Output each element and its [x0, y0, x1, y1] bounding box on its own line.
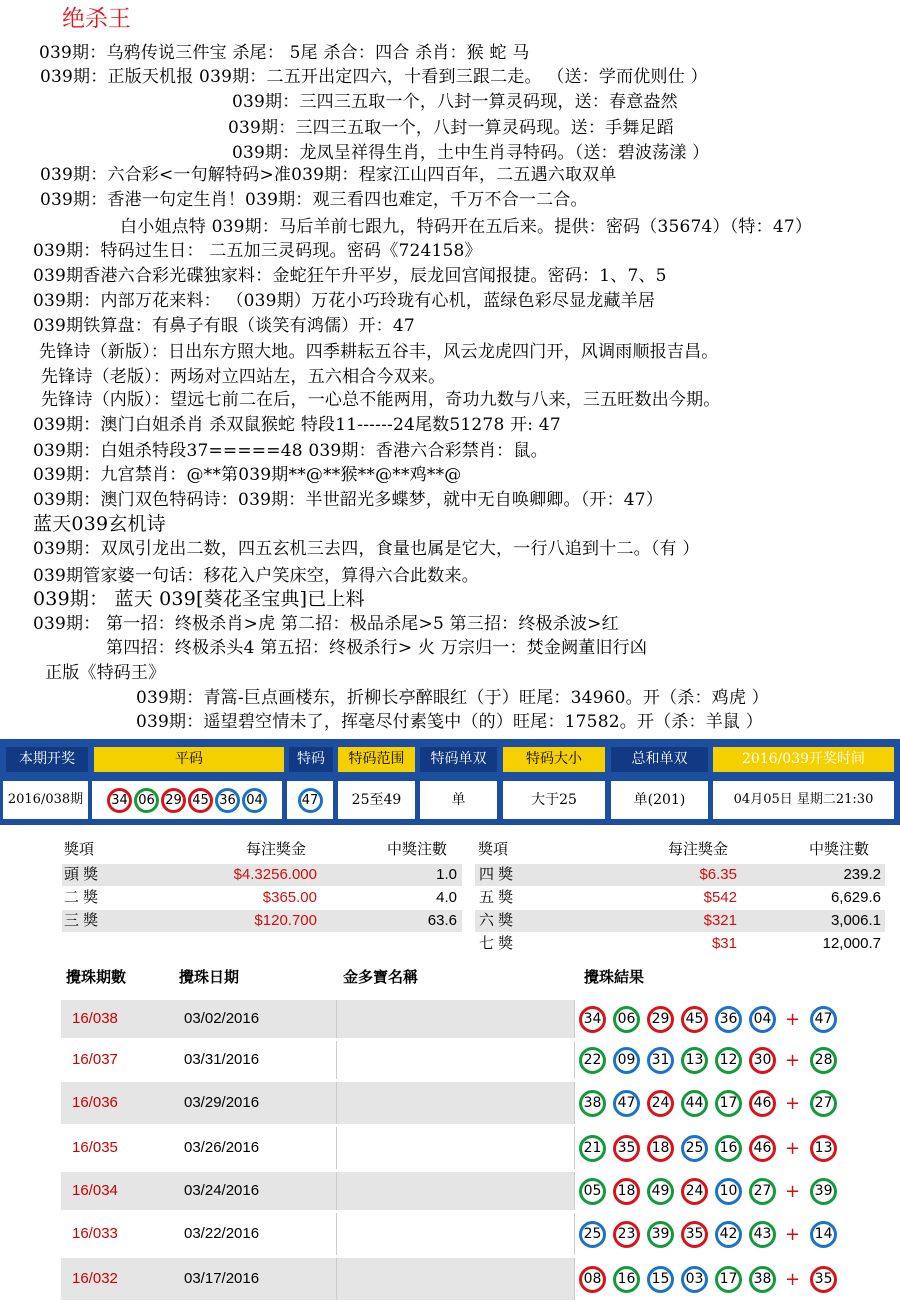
number-ball: 13	[681, 1047, 708, 1074]
prize-row	[475, 910, 885, 932]
history-header-name: 金多寶名稱	[343, 970, 419, 986]
history-row	[61, 1127, 883, 1169]
text-line: 正版《特码王》	[45, 663, 166, 683]
history-balls	[574, 1082, 883, 1124]
number-ball: 17	[715, 1090, 742, 1117]
history-balls	[574, 1258, 883, 1300]
number-ball: 18	[647, 1135, 674, 1162]
text-line: 039期：澳门白姐杀肖 杀双鼠猴蛇 特段11------24尾数51278 开: 47	[33, 415, 561, 435]
number-ball: 39	[647, 1221, 674, 1248]
plus-sign: +	[785, 1180, 801, 1202]
prize-header-name: 獎項	[478, 841, 509, 858]
number-ball: 27	[749, 1178, 776, 1205]
text-line: 039期：澳门双色特码诗：039期：半世韶光多蝶梦，就中无自唤卿卿。（开：47）	[33, 490, 664, 510]
text-line: 039期：九宫禁肖：@**第039期**@**猴**@**鸡**@	[33, 465, 462, 485]
header-big-small: 特码大小	[503, 747, 605, 772]
number-ball: 21	[579, 1135, 606, 1162]
prize-count: 239.2	[843, 866, 881, 883]
prize-header-amount: 每注獎金	[246, 841, 307, 858]
prize-header-name: 獎項	[64, 841, 95, 858]
history-balls	[574, 1041, 883, 1079]
text-line: 039期：白姐杀特段37=====48 039期：香港六合彩禁肖：鼠。	[33, 441, 548, 461]
history-name	[336, 1172, 575, 1210]
number-ball: 27	[810, 1090, 837, 1117]
regular-numbers	[92, 781, 282, 819]
history-date: 03/29/2016	[184, 1094, 260, 1111]
prize-name: 二 獎	[64, 889, 99, 906]
header-next-draw-time: 2016/039开奖时间	[713, 747, 894, 772]
prize-count: 6,629.6	[830, 889, 881, 906]
prize-name: 六 獎	[479, 912, 514, 929]
history-header-date: 攪珠日期	[179, 970, 240, 986]
number-ball: 14	[810, 1221, 837, 1248]
number-ball: 43	[749, 1221, 776, 1248]
text-line: 039期：双凤引龙出二数，四五玄机三去四，食量也属是它大，一行八追到十二。（有 ）	[33, 539, 700, 559]
history-period: 16/036	[72, 1094, 118, 1111]
text-line: 039期：香港一句定生肖！039期：观三看四也难定，千万不合一二合。	[40, 190, 588, 210]
history-header-period: 攪珠期數	[66, 970, 127, 986]
special-range: 25至49	[338, 781, 415, 819]
history-period: 16/035	[72, 1139, 118, 1156]
number-ball: 47	[810, 1006, 837, 1033]
big-small: 大于25	[503, 781, 605, 819]
history-period: 16/034	[72, 1182, 118, 1199]
number-ball: 47	[298, 788, 323, 813]
history-period: 16/032	[72, 1270, 118, 1287]
number-ball: 10	[715, 1178, 742, 1205]
number-ball: 36	[215, 788, 240, 813]
text-line: 先锋诗（内版）：望远七前二在后，一心总不能两用，奇功九数与八来，三五旺数出今期。	[41, 390, 721, 410]
text-line: 039期香港六合彩光碟独家料：金蛇狂午升平岁，辰龙回宫闻报捷。密码：1、7、5	[33, 266, 667, 286]
history-name	[336, 1127, 575, 1169]
history-row	[61, 1082, 883, 1124]
text-line: 039期：乌鸦传说三件宝 杀尾： 5尾 杀合：四合 杀肖：猴 蛇 马	[39, 43, 530, 63]
header-odd-even: 特码单双	[420, 747, 497, 772]
history-balls	[574, 1127, 883, 1169]
history-period: 16/037	[72, 1051, 118, 1068]
prize-header-count: 中獎注數	[809, 841, 870, 858]
history-name	[336, 1000, 575, 1038]
number-ball: 31	[647, 1047, 674, 1074]
header-regular-numbers: 平码	[94, 747, 284, 772]
number-ball: 16	[715, 1135, 742, 1162]
plus-sign: +	[785, 1049, 801, 1071]
history-row	[61, 1000, 883, 1038]
number-ball: 13	[810, 1135, 837, 1162]
text-line: 039期管家婆一句话：移花入户笑床空，算得六合此数来。	[33, 566, 479, 586]
prize-amount: $6.35	[699, 866, 737, 883]
number-ball: 30	[749, 1047, 776, 1074]
header-sum-odd-even: 总和单双	[611, 747, 708, 772]
number-ball: 05	[579, 1178, 606, 1205]
plus-sign: +	[785, 1137, 801, 1159]
prize-name: 五 獎	[479, 889, 514, 906]
prize-row	[475, 864, 885, 886]
history-date: 03/24/2016	[184, 1182, 260, 1199]
text-line: 039期：内部万花来料： （039期）万花小巧玲珑有心机，蓝绿色彩尽显龙藏羊居	[33, 291, 656, 311]
next-draw-time: 04月05日 星期二21:30	[713, 781, 894, 819]
prize-row	[62, 910, 462, 932]
number-ball: 45	[188, 788, 213, 813]
number-ball: 24	[647, 1090, 674, 1117]
history-row	[61, 1258, 883, 1300]
odd-even: 单	[420, 781, 497, 819]
history-name	[336, 1213, 575, 1255]
prize-amount: $31	[711, 935, 737, 952]
number-ball: 15	[647, 1266, 674, 1293]
history-date: 03/22/2016	[184, 1225, 260, 1242]
prize-count: 1.0	[436, 866, 457, 883]
prize-row	[62, 887, 462, 909]
prize-row	[475, 887, 885, 909]
prize-name: 四 獎	[479, 866, 514, 883]
number-ball: 16	[613, 1266, 640, 1293]
text-line: 第四招：终极杀头4 第五招：终极杀行> 火 万宗归一：焚金阙董旧行凶	[106, 638, 648, 658]
history-row	[61, 1213, 883, 1255]
text-line: 039期：青篙-巨点画楼东，折柳长亭醉眼红（于）旺尾：34960。开（杀：鸡虎 ）	[136, 688, 769, 708]
plus-sign: +	[785, 1092, 801, 1114]
history-header-results: 攪珠結果	[584, 970, 645, 986]
plus-sign: +	[785, 1268, 801, 1290]
history-balls	[574, 1213, 883, 1255]
number-ball: 38	[579, 1090, 606, 1117]
prize-count: 3,006.1	[830, 912, 881, 929]
history-date: 03/17/2016	[184, 1270, 260, 1287]
prize-count: 12,000.7	[822, 935, 881, 952]
text-line: 039期：特码过生日： 二五加三灵码现。密码《724158》	[33, 241, 482, 261]
prize-name: 頭 獎	[64, 866, 99, 883]
text-line: 039期：六合彩<一句解特码>准039期：程家江山四百年，二五遇六取双单	[40, 165, 617, 185]
text-line: 白小姐点特 039期：马后羊前七跟九，特码开在五后来。提供：密码（35674）（特：47）	[120, 217, 813, 237]
number-ball: 35	[810, 1266, 837, 1293]
prize-amount: $542	[703, 889, 737, 906]
number-ball: 47	[613, 1090, 640, 1117]
prize-name: 七 獎	[479, 935, 514, 952]
prize-amount: $321	[703, 912, 737, 929]
number-ball: 24	[681, 1178, 708, 1205]
history-date: 03/31/2016	[184, 1051, 260, 1068]
plus-sign: +	[785, 1223, 801, 1245]
history-row	[61, 1041, 883, 1079]
number-ball: 38	[749, 1266, 776, 1293]
number-ball: 44	[681, 1090, 708, 1117]
prize-header-count: 中獎注數	[387, 841, 448, 858]
history-period: 16/038	[72, 1010, 118, 1027]
draw-period: 2016/038期	[3, 781, 88, 819]
number-ball: 06	[134, 788, 159, 813]
text-line: 蓝天039玄机诗	[33, 513, 166, 535]
history-name	[336, 1082, 575, 1124]
number-ball: 29	[161, 788, 186, 813]
history-row	[61, 1172, 883, 1210]
number-ball: 12	[715, 1047, 742, 1074]
number-ball: 49	[647, 1178, 674, 1205]
text-line: 先锋诗（新版）：日出东方照大地。四季耕耘五谷丰，风云龙虎四门开，风调雨顺报吉昌。	[39, 342, 719, 362]
number-ball: 35	[613, 1135, 640, 1162]
header-special-number: 特码	[289, 747, 333, 772]
number-ball: 28	[810, 1047, 837, 1074]
number-ball: 35	[681, 1221, 708, 1248]
text-line: 039期：遥望碧空情未了，挥毫尽付素笺中（的）旺尾：17582。开（杀：羊鼠 ）	[136, 712, 763, 732]
text-line: 039期：三四三五取一个，八封一算灵码现。送：手舞足蹈	[228, 118, 674, 138]
number-ball: 25	[681, 1135, 708, 1162]
number-ball: 36	[715, 1006, 742, 1033]
sum-odd-even: 单(201)	[611, 781, 708, 819]
history-balls	[574, 1172, 883, 1210]
text-line: 039期：龙凤呈祥得生肖，土中生肖寻特码。（送：碧波荡漾 ）	[232, 143, 710, 163]
number-ball: 04	[749, 1006, 776, 1033]
number-ball: 34	[579, 1006, 606, 1033]
prize-name: 三 獎	[64, 912, 99, 929]
number-ball: 46	[749, 1090, 776, 1117]
header-special-range: 特码范围	[338, 747, 415, 772]
prize-header-amount: 每注獎金	[668, 841, 729, 858]
number-ball: 17	[715, 1266, 742, 1293]
number-ball: 03	[681, 1266, 708, 1293]
text-line: 039期： 第一招：终极杀肖>虎 第二招：极品杀尾>5 第三招：终极杀波>红	[33, 614, 619, 634]
prize-amount: $4.3256.000	[233, 866, 317, 883]
number-ball: 34	[107, 788, 132, 813]
text-line: 039期：三四三五取一个，八封一算灵码现，送：春意盎然	[232, 92, 678, 112]
prize-count: 4.0	[436, 889, 457, 906]
results-table	[0, 739, 900, 825]
number-ball: 29	[647, 1006, 674, 1033]
prize-amount: $120.700	[254, 912, 317, 929]
history-name	[336, 1258, 575, 1300]
text-line: 039期铁算盘：有鼻子有眼（谈笑有鸿儒）开：47	[33, 316, 415, 336]
page-title: 绝杀王	[62, 6, 131, 32]
number-ball: 23	[613, 1221, 640, 1248]
number-ball: 08	[579, 1266, 606, 1293]
number-ball: 09	[613, 1047, 640, 1074]
text-line: 先锋诗（老版）：两场对立四站左，五六相合今双来。	[41, 367, 446, 387]
prize-row	[62, 864, 462, 886]
number-ball: 18	[613, 1178, 640, 1205]
prize-amount: $365.00	[262, 889, 317, 906]
number-ball: 42	[715, 1221, 742, 1248]
header-current-draw: 本期开奖	[6, 747, 88, 772]
text-line: 039期：正版天机报 039期：二五开出定四六，十看到三跟二走。 （送：学而优则仕 ）	[40, 67, 708, 87]
history-period: 16/033	[72, 1225, 118, 1242]
history-balls	[574, 1000, 883, 1038]
number-ball: 25	[579, 1221, 606, 1248]
number-ball: 06	[613, 1006, 640, 1033]
history-date: 03/02/2016	[184, 1010, 260, 1027]
history-date: 03/26/2016	[184, 1139, 260, 1156]
text-line: 039期： 蓝天 039[葵花圣宝典]已上料	[33, 588, 365, 610]
number-ball: 04	[242, 788, 267, 813]
number-ball: 22	[579, 1047, 606, 1074]
number-ball: 45	[681, 1006, 708, 1033]
history-name	[336, 1041, 575, 1079]
prize-row	[475, 933, 885, 955]
number-ball: 46	[749, 1135, 776, 1162]
prize-count: 63.6	[427, 912, 457, 929]
plus-sign: +	[785, 1008, 801, 1030]
number-ball: 39	[810, 1178, 837, 1205]
special-number	[287, 781, 333, 819]
